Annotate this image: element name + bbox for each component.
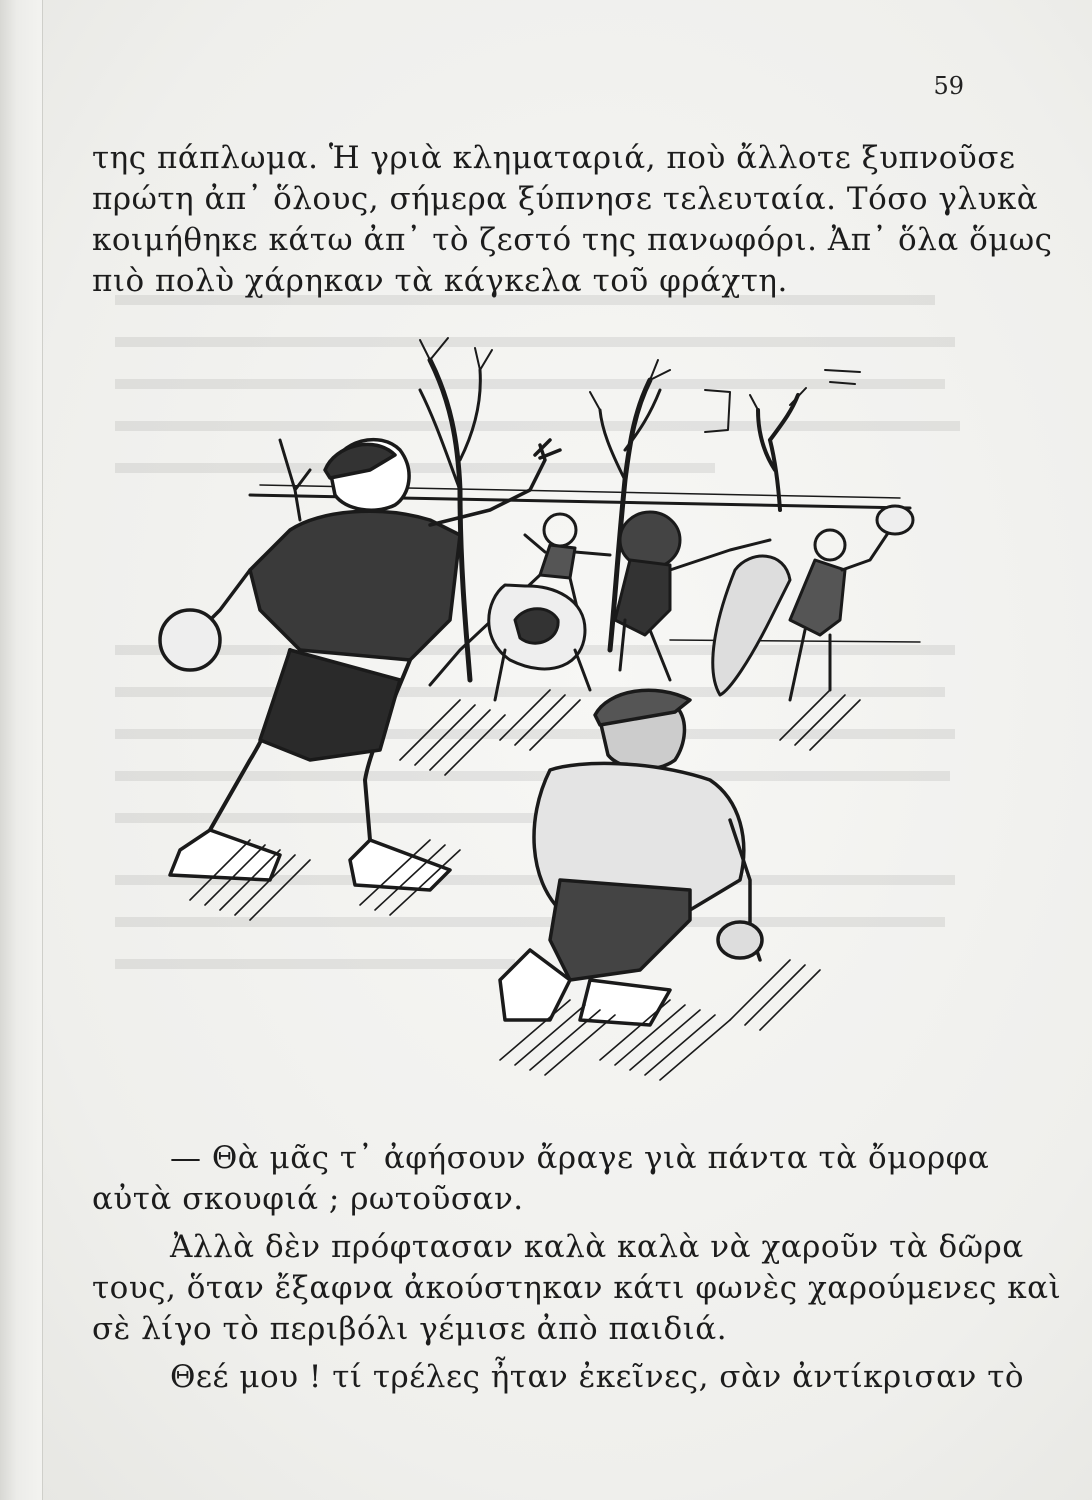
bottom-text <box>92 1138 1062 1398</box>
snowball-fight-illustration <box>130 320 930 1090</box>
text-line: κοιμήθηκε κάτω ἀπ᾿ τὸ ζεστό της πανωφόρι. Ἀπ᾿ ὅλα ὅμως <box>92 222 1053 258</box>
book-spine-shadow <box>0 0 43 1500</box>
top-paragraph <box>92 138 1053 302</box>
text-line: Θεέ μου ! τί τρέλες ἦταν ἐκεῖνες, σὰν ἀντίκρισαν τὸ <box>170 1359 1025 1395</box>
page-number: 59 <box>933 72 964 100</box>
text-line: πιὸ πολὺ χάρηκαν τὰ κάγκελα τοῦ φράχτη. <box>92 263 788 299</box>
text-line: αὐτὰ σκουφιά ; ρωτοῦσαν. <box>92 1181 524 1217</box>
text-line: — Θὰ μᾶς τ᾿ ἀφήσουν ἄραγε γιὰ πάντα τὰ ὄμορφα <box>170 1140 990 1176</box>
text-line: σὲ λίγο τὸ περιβόλι γέμισε ἀπὸ παιδιά. <box>92 1311 728 1347</box>
text-line: της πάπλωμα. Ἡ γριὰ κληματαριά, ποὺ ἄλλοτε ξυπνοῦσε <box>92 140 1016 176</box>
text-line: Ἀλλὰ δὲν πρόφτασαν καλὰ καλὰ νὰ χαροῦν τὰ δῶρα <box>170 1229 1024 1265</box>
text-line: πρώτη ἀπ᾿ ὅλους, σήμερα ξύπνησε τελευταία. Τόσο γλυκὰ <box>92 181 1039 217</box>
text-line: τους, ὅταν ἔξαφνα ἀκούστηκαν κάτι φωνὲς χαρούμενες καὶ <box>92 1270 1062 1306</box>
